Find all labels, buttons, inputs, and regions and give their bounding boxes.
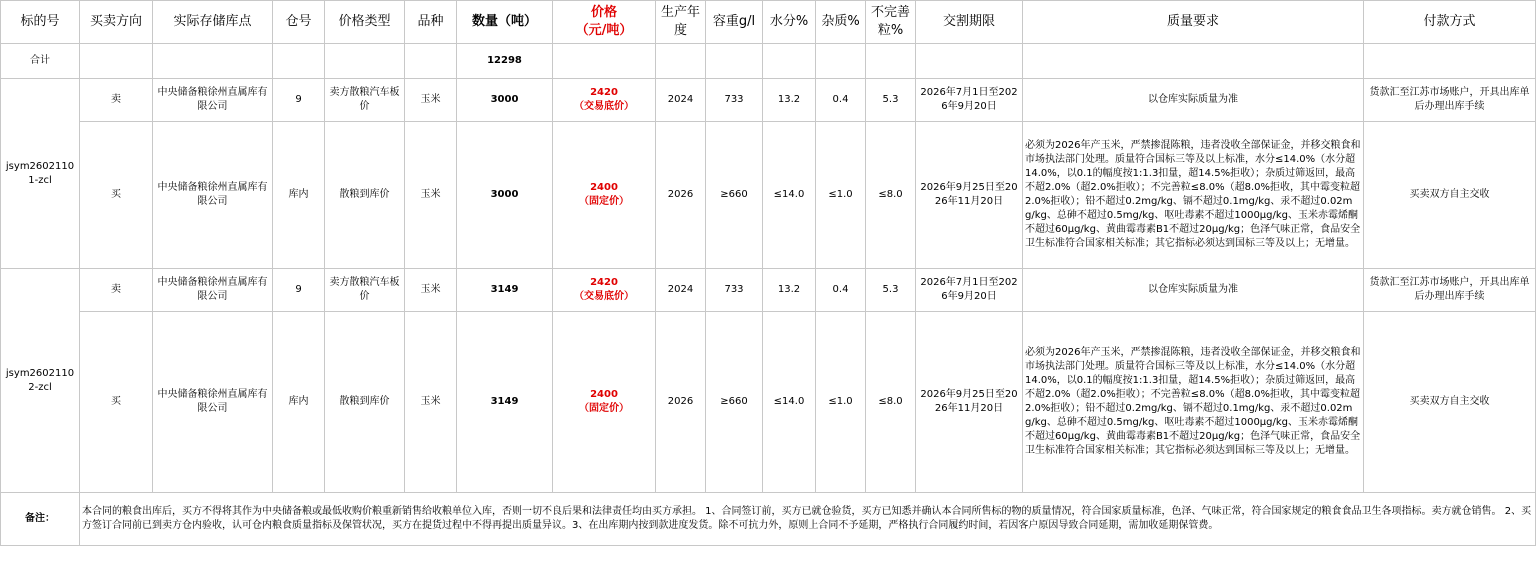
header-payment: 付款方式: [1364, 1, 1536, 44]
table-row: [1, 269, 1536, 312]
variety-cell: 玉米: [405, 269, 457, 312]
header-year: 生产年度: [656, 1, 706, 44]
direction-cell: 卖: [80, 269, 153, 312]
direction-cell: 买: [80, 122, 153, 269]
density-cell: ≥660: [706, 312, 763, 493]
quality-cell: 以仓库实际质量为准: [1023, 79, 1364, 122]
year-cell: 2026: [656, 312, 706, 493]
imperfect-cell: ≤8.0: [866, 122, 916, 269]
note-label: 备注：: [1, 493, 80, 546]
price-cell: [553, 312, 656, 493]
price-value: 2420: [590, 87, 618, 98]
payment-cell: 买卖双方自主交收: [1364, 122, 1536, 269]
payment-cell: 货款汇至江苏市场账户，开具出库单后办理出库手续: [1364, 269, 1536, 312]
table-row: [1, 312, 1536, 493]
delivery-cell: 2026年9月25日至2026年11月20日: [916, 312, 1023, 493]
moisture-cell: 13.2: [763, 79, 816, 122]
bin-cell: 库内: [273, 122, 325, 269]
total-quantity: 12298: [457, 44, 553, 79]
quality-cell: 以仓库实际质量为准: [1023, 269, 1364, 312]
header-price-type: 价格类型: [325, 1, 405, 44]
quality-cell: 必须为2026年产玉米，严禁掺混陈粮，违者没收全部保证金，并移交粮食和市场执法部门处理。质量符合国标三等及以上标准，水分≤14.0%（水分超14.0%，以0.1的幅度按1:1.3扣量，超14.5%拒收）；杂质过筛返回，最高不超2.0%（超2.0%拒收）；不完善粒≤8.0%（超8.0%拒收，其中霉变粒超2.0%拒收）；铅不超过0.2mg/kg、镉不超过0.1mg/kg、汞不超过0.02mg/kg、总砷不超过0.5mg/kg、呕吐毒素不超过1000μg/kg、玉米赤霉烯酮不超过60μg/kg、黄曲霉毒素B1不超过20μg/kg；色泽气味正常，食品安全卫生标准符合国家相关标准；其它指标必须达到国标三等及以上；无增量。: [1023, 122, 1364, 269]
header-imperfect: 不完善粒%: [866, 1, 916, 44]
payment-cell: 买卖双方自主交收: [1364, 312, 1536, 493]
header-direction: 买卖方向: [80, 1, 153, 44]
bin-cell: 库内: [273, 312, 325, 493]
warehouse-cell: 中央储备粮徐州直属库有限公司: [153, 269, 273, 312]
year-cell: 2026: [656, 122, 706, 269]
note-row: [1, 493, 1536, 546]
imperfect-cell: ≤8.0: [866, 312, 916, 493]
impurity-cell: ≤1.0: [816, 122, 866, 269]
variety-cell: 玉米: [405, 312, 457, 493]
year-cell: 2024: [656, 269, 706, 312]
warehouse-cell: 中央储备粮徐州直属库有限公司: [153, 312, 273, 493]
impurity-cell: 0.4: [816, 79, 866, 122]
payment-cell: 货款汇至江苏市场账户，开具出库单后办理出库手续: [1364, 79, 1536, 122]
header-quality: 质量要求: [1023, 1, 1364, 44]
delivery-cell: 2026年7月1日至2026年9月20日: [916, 269, 1023, 312]
bin-cell: 9: [273, 269, 325, 312]
header-density: 容重g/l: [706, 1, 763, 44]
density-cell: 733: [706, 269, 763, 312]
year-cell: 2024: [656, 79, 706, 122]
density-cell: 733: [706, 79, 763, 122]
header-row: [1, 1, 1536, 44]
price-type-cell: 散粮到库价: [325, 312, 405, 493]
header-variety: 品种: [405, 1, 457, 44]
imperfect-cell: 5.3: [866, 269, 916, 312]
price-value: 2400: [590, 389, 618, 400]
direction-cell: 卖: [80, 79, 153, 122]
header-price-line2: （元/吨）: [575, 23, 633, 38]
table-row: [1, 79, 1536, 122]
moisture-cell: ≤14.0: [763, 312, 816, 493]
header-quantity: 数量（吨）: [457, 1, 553, 44]
moisture-cell: ≤14.0: [763, 122, 816, 269]
quality-cell: 必须为2026年产玉米，严禁掺混陈粮，违者没收全部保证金，并移交粮食和市场执法部门处理。质量符合国标三等及以上标准，水分≤14.0%（水分超14.0%，以0.1的幅度按1:1.3扣量，超14.5%拒收）；杂质过筛返回，最高不超2.0%（超2.0%拒收）；不完善粒≤8.0%（超8.0%拒收，其中霉变粒超2.0%拒收）；铅不超过0.2mg/kg、镉不超过0.1mg/kg、汞不超过0.02mg/kg、总砷不超过0.5mg/kg、呕吐毒素不超过1000μg/kg、玉米赤霉烯酮不超过60μg/kg、黄曲霉毒素B1不超过20μg/kg；色泽气味正常，食品安全卫生标准符合国家相关标准；其它指标必须达到国标三等及以上；无增量。: [1023, 312, 1364, 493]
direction-cell: 买: [80, 312, 153, 493]
delivery-cell: 2026年9月25日至2026年11月20日: [916, 122, 1023, 269]
impurity-cell: 0.4: [816, 269, 866, 312]
density-cell: ≥660: [706, 122, 763, 269]
price-cell: [553, 79, 656, 122]
header-warehouse: 实际存储库点: [153, 1, 273, 44]
variety-cell: 玉米: [405, 122, 457, 269]
price-value: 2400: [590, 182, 618, 193]
imperfect-cell: 5.3: [866, 79, 916, 122]
price-note: （交易底价）: [574, 291, 634, 302]
price-note: （固定价）: [579, 403, 629, 414]
lot-id: jsym26021102-zcl: [1, 269, 80, 493]
price-type-cell: 卖方散粮汽车板价: [325, 269, 405, 312]
total-row: [1, 44, 1536, 79]
price-cell: [553, 122, 656, 269]
price-cell: [553, 269, 656, 312]
lot-id: jsym26021101-zcl: [1, 79, 80, 269]
total-label: 合计: [1, 44, 80, 79]
header-impurity: 杂质%: [816, 1, 866, 44]
header-lot-no: 标的号: [1, 1, 80, 44]
warehouse-cell: 中央储备粮徐州直属库有限公司: [153, 122, 273, 269]
bin-cell: 9: [273, 79, 325, 122]
header-price-line1: 价格: [590, 4, 617, 20]
warehouse-cell: 中央储备粮徐州直属库有限公司: [153, 79, 273, 122]
moisture-cell: 13.2: [763, 269, 816, 312]
quantity-cell: 3000: [457, 79, 553, 122]
header-price: [553, 1, 656, 44]
price-type-cell: 散粮到库价: [325, 122, 405, 269]
header-delivery: 交割期限: [916, 1, 1023, 44]
quantity-cell: 3149: [457, 312, 553, 493]
quantity-cell: 3149: [457, 269, 553, 312]
note-text: 本合同的粮食出库后，买方不得将其作为中央储备粮或最低收购价粮重新销售给收粮单位入库，否则一切不良后果和法律责任均由买方承担。 1、合同签订前，买方已就仓验货，买方已知悉并确认本合同所售标的物的质量情况，符合国家质量标准，色泽、气味正常，符合国家规定的粮食食品卫生各项指标。卖方就仓销售。 2、买方签订合同前已到卖方仓内验收，认可仓内粮食质量指标及保管状况，买方在提货过程中不得再提出质量异议。3、在出库期内按到款进度发货。除不可抗力外，原则上合同不予延期，严格执行合同履约时间，若因客户原因导致合同延期，需加收延期保管费。: [80, 493, 1536, 546]
price-value: 2420: [590, 277, 618, 288]
quantity-cell: 3000: [457, 122, 553, 269]
impurity-cell: ≤1.0: [816, 312, 866, 493]
delivery-cell: 2026年7月1日至2026年9月20日: [916, 79, 1023, 122]
variety-cell: 玉米: [405, 79, 457, 122]
table-row: [1, 122, 1536, 269]
price-type-cell: 卖方散粮汽车板价: [325, 79, 405, 122]
header-bin: 仓号: [273, 1, 325, 44]
header-moisture: 水分%: [763, 1, 816, 44]
price-note: （交易底价）: [574, 101, 634, 112]
price-note: （固定价）: [579, 196, 629, 207]
